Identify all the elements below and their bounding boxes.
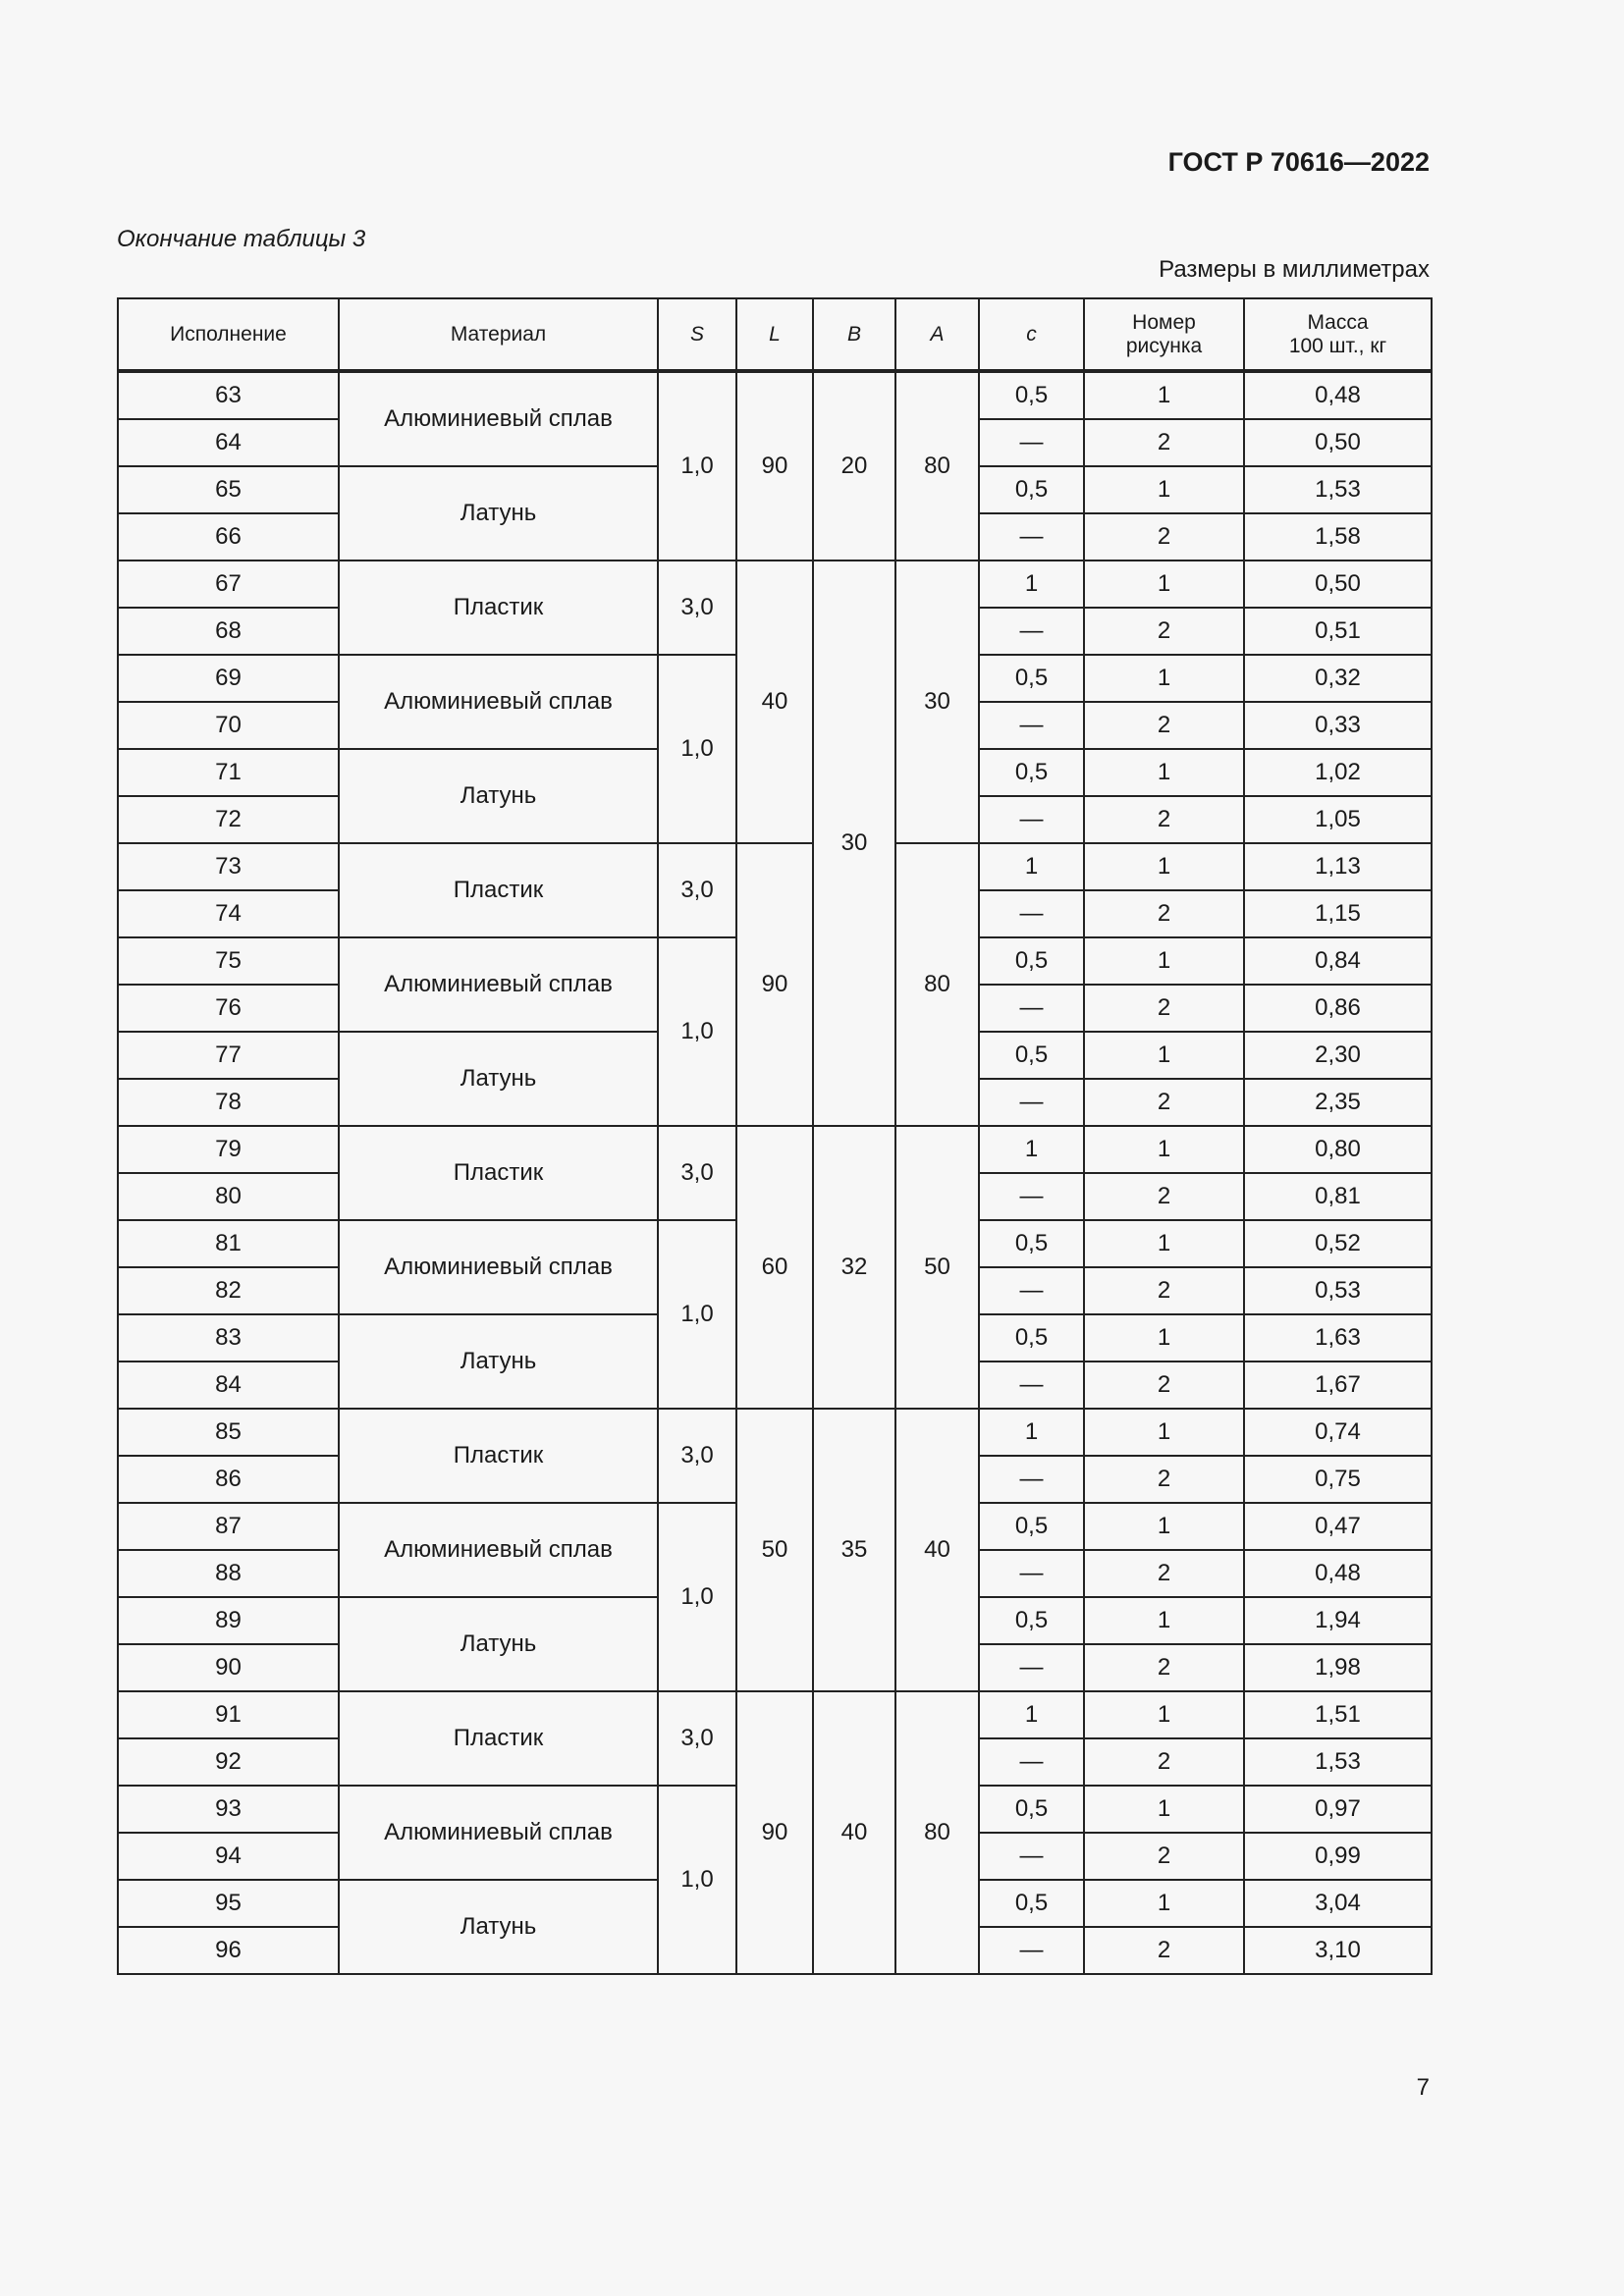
figure-number-cell: 1 [1084, 1597, 1244, 1644]
material-cell: Латунь [339, 749, 658, 843]
figure-number-cell: 1 [1084, 371, 1244, 419]
c-cell: — [979, 1833, 1084, 1880]
variant-cell: 89 [118, 1597, 339, 1644]
standard-designation: ГОСТ Р 70616—2022 [1167, 147, 1430, 177]
c-cell: 0,5 [979, 1314, 1084, 1362]
figure-number-cell: 1 [1084, 655, 1244, 702]
variant-cell: 96 [118, 1927, 339, 1974]
material-cell: Алюминиевый сплав [339, 655, 658, 749]
a-cell: 50 [895, 1126, 979, 1409]
b-cell: 35 [813, 1409, 895, 1691]
mass-cell: 1,02 [1244, 749, 1432, 796]
col-header-variant: Исполнение [118, 298, 339, 371]
figure-number-cell: 1 [1084, 1503, 1244, 1550]
c-cell: 0,5 [979, 1220, 1084, 1267]
variant-cell: 76 [118, 985, 339, 1032]
variant-cell: 83 [118, 1314, 339, 1362]
mass-cell: 0,51 [1244, 608, 1432, 655]
b-cell: 30 [813, 561, 895, 1126]
variant-cell: 79 [118, 1126, 339, 1173]
mass-cell: 0,48 [1244, 371, 1432, 419]
c-cell: 0,5 [979, 937, 1084, 985]
variant-cell: 85 [118, 1409, 339, 1456]
variant-cell: 73 [118, 843, 339, 890]
figure-number-cell: 2 [1084, 1173, 1244, 1220]
figure-number-cell: 2 [1084, 1079, 1244, 1126]
material-cell: Пластик [339, 1126, 658, 1220]
figure-number-cell: 2 [1084, 1644, 1244, 1691]
material-cell: Пластик [339, 1691, 658, 1786]
variant-cell: 77 [118, 1032, 339, 1079]
variant-cell: 75 [118, 937, 339, 985]
variant-cell: 87 [118, 1503, 339, 1550]
material-cell: Латунь [339, 1880, 658, 1974]
c-cell: — [979, 1644, 1084, 1691]
mass-cell: 0,32 [1244, 655, 1432, 702]
mass-cell: 1,53 [1244, 1738, 1432, 1786]
mass-cell: 0,75 [1244, 1456, 1432, 1503]
mass-cell: 0,48 [1244, 1550, 1432, 1597]
figure-number-cell: 1 [1084, 1126, 1244, 1173]
variant-cell: 70 [118, 702, 339, 749]
c-cell: 0,5 [979, 1597, 1084, 1644]
a-cell: 80 [895, 843, 979, 1126]
c-cell: 0,5 [979, 1786, 1084, 1833]
col-header-B: B [813, 298, 895, 371]
material-cell: Алюминиевый сплав [339, 937, 658, 1032]
mass-cell: 3,04 [1244, 1880, 1432, 1927]
l-cell: 50 [736, 1409, 813, 1691]
s-cell: 1,0 [658, 1786, 736, 1974]
variant-cell: 71 [118, 749, 339, 796]
figure-number-cell: 1 [1084, 1220, 1244, 1267]
variant-cell: 69 [118, 655, 339, 702]
col-header-figure-number: Номер рисунка [1084, 298, 1244, 371]
figure-number-cell: 2 [1084, 513, 1244, 561]
variant-cell: 90 [118, 1644, 339, 1691]
s-cell: 3,0 [658, 1409, 736, 1503]
mass-cell: 1,58 [1244, 513, 1432, 561]
table-row [118, 1126, 1432, 1173]
c-cell: — [979, 1456, 1084, 1503]
mass-cell: 0,99 [1244, 1833, 1432, 1880]
col-header-L: L [736, 298, 813, 371]
variant-cell: 95 [118, 1880, 339, 1927]
figure-number-cell: 2 [1084, 1927, 1244, 1974]
c-cell: — [979, 1267, 1084, 1314]
figure-number-cell: 2 [1084, 702, 1244, 749]
variant-cell: 78 [118, 1079, 339, 1126]
material-cell: Алюминиевый сплав [339, 1220, 658, 1314]
variant-cell: 67 [118, 561, 339, 608]
figure-number-cell: 1 [1084, 466, 1244, 513]
mass-cell: 2,30 [1244, 1032, 1432, 1079]
variant-cell: 82 [118, 1267, 339, 1314]
material-cell: Алюминиевый сплав [339, 1503, 658, 1597]
material-cell: Латунь [339, 1314, 658, 1409]
mass-cell: 0,81 [1244, 1173, 1432, 1220]
figure-number-cell: 2 [1084, 1267, 1244, 1314]
c-cell: — [979, 985, 1084, 1032]
c-cell: — [979, 1550, 1084, 1597]
table-header [118, 298, 1432, 371]
mass-cell: 0,97 [1244, 1786, 1432, 1833]
variant-cell: 92 [118, 1738, 339, 1786]
mass-cell: 1,94 [1244, 1597, 1432, 1644]
material-cell: Алюминиевый сплав [339, 371, 658, 466]
mass-cell: 1,98 [1244, 1644, 1432, 1691]
mass-cell: 1,53 [1244, 466, 1432, 513]
mass-cell: 0,84 [1244, 937, 1432, 985]
col-header-material: Материал [339, 298, 658, 371]
mass-cell: 0,50 [1244, 419, 1432, 466]
variant-cell: 84 [118, 1362, 339, 1409]
variant-cell: 66 [118, 513, 339, 561]
mass-cell: 0,33 [1244, 702, 1432, 749]
variant-cell: 94 [118, 1833, 339, 1880]
figure-number-cell: 1 [1084, 1409, 1244, 1456]
c-cell: — [979, 796, 1084, 843]
table-row [118, 561, 1432, 608]
s-cell: 1,0 [658, 1503, 736, 1691]
dimensions-table [117, 297, 1433, 1975]
material-cell: Латунь [339, 466, 658, 561]
b-cell: 40 [813, 1691, 895, 1974]
table-row [118, 371, 1432, 419]
c-cell: 0,5 [979, 655, 1084, 702]
variant-cell: 81 [118, 1220, 339, 1267]
c-cell: — [979, 1362, 1084, 1409]
variant-cell: 86 [118, 1456, 339, 1503]
c-cell: — [979, 1738, 1084, 1786]
c-cell: 0,5 [979, 466, 1084, 513]
s-cell: 3,0 [658, 1691, 736, 1786]
mass-cell: 2,35 [1244, 1079, 1432, 1126]
mass-cell: 1,51 [1244, 1691, 1432, 1738]
col-header-c: c [979, 298, 1084, 371]
material-cell: Пластик [339, 1409, 658, 1503]
table-row [118, 1691, 1432, 1738]
figure-number-cell: 2 [1084, 890, 1244, 937]
table-caption: Окончание таблицы 3 [117, 226, 366, 252]
mass-cell: 0,86 [1244, 985, 1432, 1032]
col-header-S: S [658, 298, 736, 371]
variant-cell: 72 [118, 796, 339, 843]
c-cell: 1 [979, 1126, 1084, 1173]
figure-number-cell: 2 [1084, 608, 1244, 655]
variant-cell: 74 [118, 890, 339, 937]
figure-number-cell: 1 [1084, 1691, 1244, 1738]
units-note: Размеры в миллиметрах [1159, 256, 1430, 283]
mass-cell: 0,52 [1244, 1220, 1432, 1267]
mass-cell: 0,53 [1244, 1267, 1432, 1314]
figure-number-cell: 2 [1084, 1456, 1244, 1503]
mass-cell: 1,13 [1244, 843, 1432, 890]
figure-number-cell: 2 [1084, 419, 1244, 466]
c-cell: 0,5 [979, 1880, 1084, 1927]
variant-cell: 63 [118, 371, 339, 419]
page-number: 7 [1416, 2074, 1430, 2101]
l-cell: 60 [736, 1126, 813, 1409]
l-cell: 90 [736, 371, 813, 561]
figure-number-cell: 2 [1084, 1550, 1244, 1597]
variant-cell: 68 [118, 608, 339, 655]
a-cell: 80 [895, 371, 979, 561]
mass-cell: 0,74 [1244, 1409, 1432, 1456]
material-cell: Пластик [339, 561, 658, 655]
c-cell: — [979, 1079, 1084, 1126]
mass-cell: 0,80 [1244, 1126, 1432, 1173]
table-row [118, 843, 1432, 890]
figure-number-cell: 1 [1084, 1032, 1244, 1079]
figure-number-cell: 1 [1084, 561, 1244, 608]
variant-cell: 65 [118, 466, 339, 513]
c-cell: 0,5 [979, 371, 1084, 419]
figure-number-cell: 2 [1084, 1362, 1244, 1409]
s-cell: 3,0 [658, 1126, 736, 1220]
variant-cell: 88 [118, 1550, 339, 1597]
s-cell: 1,0 [658, 937, 736, 1126]
l-cell: 90 [736, 1691, 813, 1974]
header-row [118, 298, 1432, 371]
variant-cell: 91 [118, 1691, 339, 1738]
mass-cell: 1,15 [1244, 890, 1432, 937]
a-cell: 40 [895, 1409, 979, 1691]
material-cell: Латунь [339, 1032, 658, 1126]
s-cell: 1,0 [658, 371, 736, 561]
s-cell: 3,0 [658, 843, 736, 937]
a-cell: 80 [895, 1691, 979, 1974]
mass-cell: 1,67 [1244, 1362, 1432, 1409]
b-cell: 32 [813, 1126, 895, 1409]
l-cell: 40 [736, 561, 813, 843]
c-cell: 0,5 [979, 749, 1084, 796]
mass-cell: 3,10 [1244, 1927, 1432, 1974]
col-header-mass: Масса 100 шт., кг [1244, 298, 1432, 371]
table-body [118, 371, 1432, 1974]
c-cell: — [979, 890, 1084, 937]
material-cell: Пластик [339, 843, 658, 937]
material-cell: Латунь [339, 1597, 658, 1691]
table-row [118, 1409, 1432, 1456]
mass-cell: 0,47 [1244, 1503, 1432, 1550]
figure-number-cell: 2 [1084, 1833, 1244, 1880]
s-cell: 3,0 [658, 561, 736, 655]
mass-cell: 0,50 [1244, 561, 1432, 608]
figure-number-cell: 1 [1084, 1880, 1244, 1927]
a-cell: 30 [895, 561, 979, 843]
c-cell: — [979, 608, 1084, 655]
figure-number-cell: 1 [1084, 1786, 1244, 1833]
s-cell: 1,0 [658, 655, 736, 843]
variant-cell: 64 [118, 419, 339, 466]
c-cell: 1 [979, 1409, 1084, 1456]
figure-number-cell: 2 [1084, 1738, 1244, 1786]
material-cell: Алюминиевый сплав [339, 1786, 658, 1880]
c-cell: 1 [979, 561, 1084, 608]
b-cell: 20 [813, 371, 895, 561]
c-cell: — [979, 702, 1084, 749]
c-cell: 0,5 [979, 1503, 1084, 1550]
figure-number-cell: 1 [1084, 843, 1244, 890]
c-cell: — [979, 419, 1084, 466]
figure-number-cell: 2 [1084, 985, 1244, 1032]
figure-number-cell: 1 [1084, 1314, 1244, 1362]
c-cell: 1 [979, 1691, 1084, 1738]
c-cell: 1 [979, 843, 1084, 890]
figure-number-cell: 1 [1084, 937, 1244, 985]
l-cell: 90 [736, 843, 813, 1126]
c-cell: — [979, 1927, 1084, 1974]
c-cell: 0,5 [979, 1032, 1084, 1079]
variant-cell: 93 [118, 1786, 339, 1833]
mass-cell: 1,63 [1244, 1314, 1432, 1362]
figure-number-cell: 1 [1084, 749, 1244, 796]
variant-cell: 80 [118, 1173, 339, 1220]
s-cell: 1,0 [658, 1220, 736, 1409]
c-cell: — [979, 513, 1084, 561]
col-header-A: A [895, 298, 979, 371]
mass-cell: 1,05 [1244, 796, 1432, 843]
c-cell: — [979, 1173, 1084, 1220]
figure-number-cell: 2 [1084, 796, 1244, 843]
